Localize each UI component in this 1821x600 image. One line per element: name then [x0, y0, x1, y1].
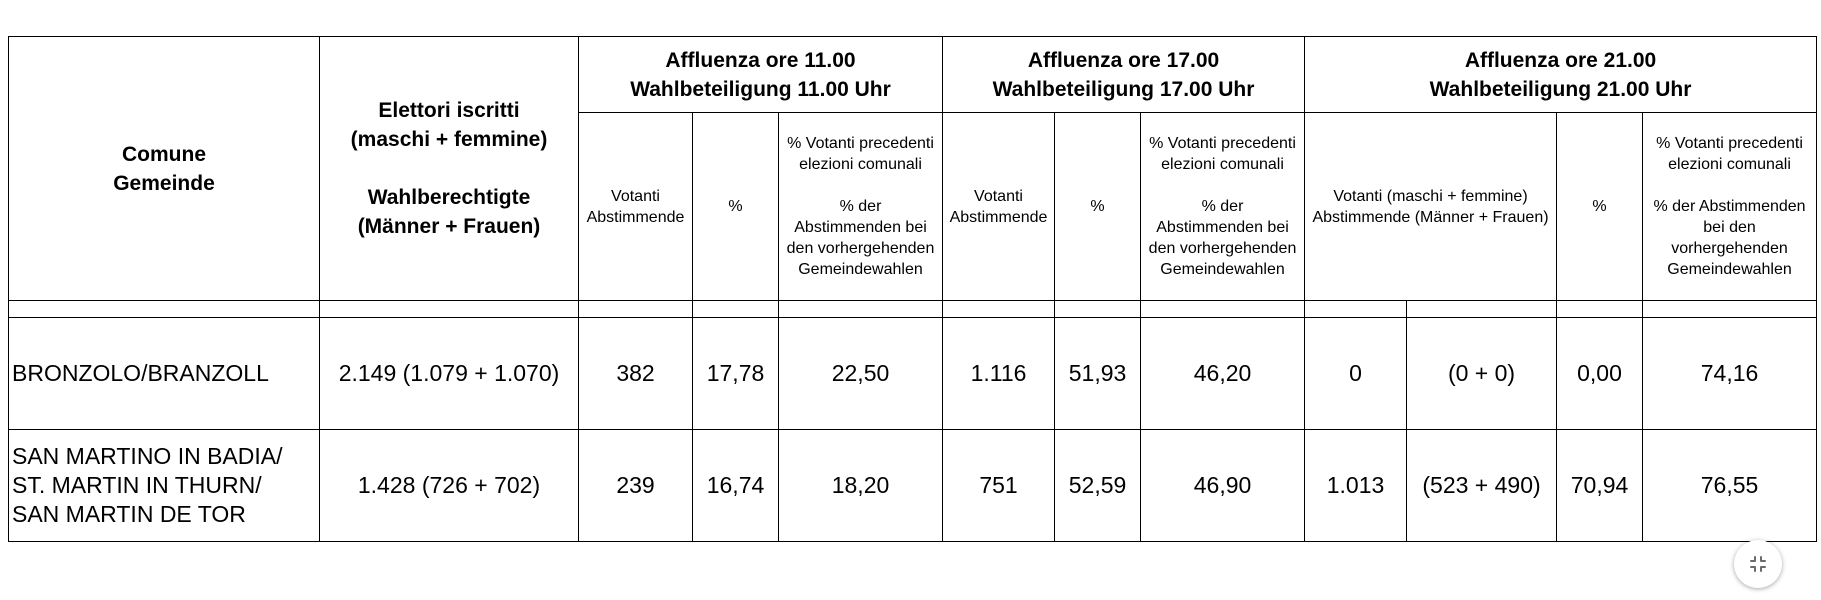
header-prev-17: % Votanti precedenti elezioni comunali % der Abstimmenden bei den vorhergehenden Gemeindewahlen: [1141, 113, 1305, 301]
header-votanti-17: Votanti Abstimmende: [943, 113, 1055, 301]
cell-prev-21: 74,16: [1643, 318, 1817, 430]
header-prev-21: % Votanti precedenti elezioni comunali % der Abstimmenden bei den vorhergehenden Gemeindewahlen: [1643, 113, 1817, 301]
table-row: [9, 318, 1817, 430]
cell-elettori: 1.428 (726 + 702): [320, 430, 579, 542]
cell-percent-11: 17,78: [693, 318, 779, 430]
cell-votanti-21: 0: [1305, 318, 1407, 430]
cell-prev-17: 46,20: [1141, 318, 1305, 430]
cell-prev-21: 76,55: [1643, 430, 1817, 542]
header-comune: Comune Gemeinde: [9, 37, 320, 301]
cell-percent-17: 51,93: [1055, 318, 1141, 430]
cell-votanti-11: 239: [579, 430, 693, 542]
header-group-17: Affluenza ore 17.00 Wahlbeteiligung 17.00 Uhr: [943, 37, 1305, 113]
collapse-arrows-icon: [1747, 553, 1769, 575]
cell-comune: SAN MARTINO IN BADIA/ ST. MARTIN IN THURN/ SAN MARTIN DE TOR: [9, 430, 320, 542]
cell-percent-21: 70,94: [1557, 430, 1643, 542]
cell-prev-17: 46,90: [1141, 430, 1305, 542]
header-group-11: Affluenza ore 11.00 Wahlbeteiligung 11.00 Uhr: [579, 37, 943, 113]
cell-votanti-17: 751: [943, 430, 1055, 542]
cell-percent-11: 16,74: [693, 430, 779, 542]
cell-percent-21: 0,00: [1557, 318, 1643, 430]
header-votanti-11: Votanti Abstimmende: [579, 113, 693, 301]
header-group-21: Affluenza ore 21.00 Wahlbeteiligung 21.00 Uhr: [1305, 37, 1817, 113]
turnout-table: [8, 36, 1817, 542]
cell-votanti-11: 382: [579, 318, 693, 430]
header-percent-17: %: [1055, 113, 1141, 301]
table-row: [9, 430, 1817, 542]
cell-prev-11: 22,50: [779, 318, 943, 430]
header-elettori: Elettori iscritti (maschi + femmine) Wahlberechtigte (Männer + Frauen): [320, 37, 579, 301]
cell-comune: BRONZOLO/BRANZOLL: [9, 318, 320, 430]
collapse-button[interactable]: [1734, 540, 1782, 588]
cell-prev-11: 18,20: [779, 430, 943, 542]
header-votanti-mf-21: Votanti (maschi + femmine) Abstimmende (Männer + Frauen): [1305, 113, 1557, 301]
cell-votanti-17: 1.116: [943, 318, 1055, 430]
cell-mf-21: (523 + 490): [1407, 430, 1557, 542]
cell-votanti-21: 1.013: [1305, 430, 1407, 542]
cell-elettori: 2.149 (1.079 + 1.070): [320, 318, 579, 430]
header-prev-11: % Votanti precedenti elezioni comunali % der Abstimmenden bei den vorhergehenden Gemeindewahlen: [779, 113, 943, 301]
header-percent-21: %: [1557, 113, 1643, 301]
cell-percent-17: 52,59: [1055, 430, 1141, 542]
cell-mf-21: (0 + 0): [1407, 318, 1557, 430]
spacer-row: [9, 301, 1817, 318]
header-percent-11: %: [693, 113, 779, 301]
